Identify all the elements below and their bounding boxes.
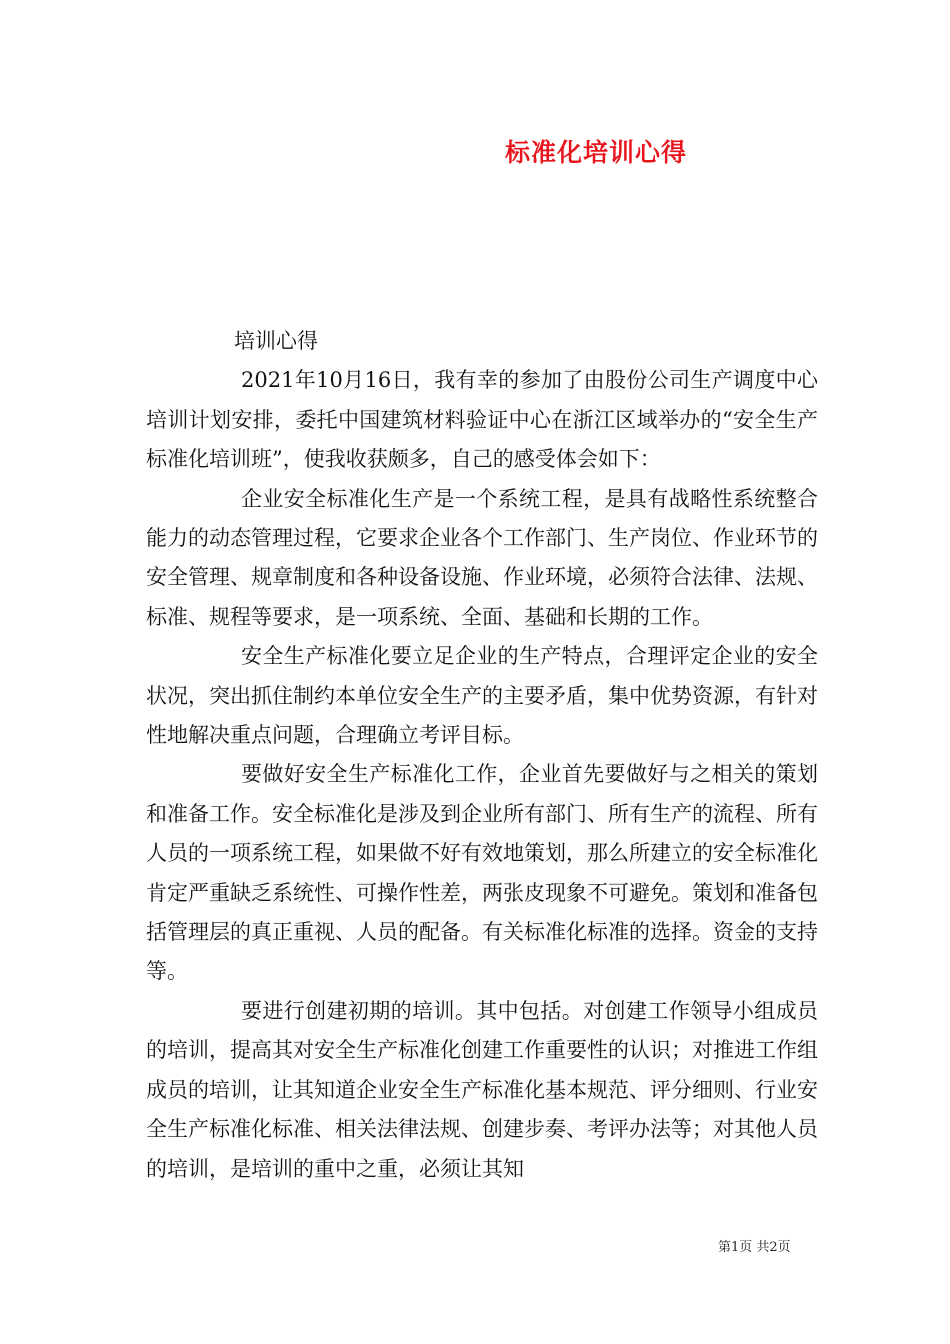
paragraph-5: 要进行创建初期的培训。其中包括。对创建工作领导小组成员的培训，提高其对安全生产标准化创建工作重要性的认识；对推进工作组成员的培训，让其知道企业安全生产标准化基本规范、评分细则、行业安全生产标准化标准、相关法律法规、创建步奏、考评办法等；对其他人员的培训，是培训的重中之重，必须让其知	[146, 998, 818, 1181]
paragraph-1: 2021年10月16日，我有幸的参加了由股份公司生产调度中心培训计划安排，委托中国建筑材料验证中心在浙江区域举办的“安全生产标准化培训班”，使我收获颇多，自己的感受体会如下：	[146, 368, 818, 472]
paragraph-2: 企业安全标准化生产是一个系统工程，是具有战略性系统整合能力的动态管理过程，它要求企业各个工作部门、生产岗位、作业环节的安全管理、规章制度和各种设备设施、作业环境，必须符合法律、法规、标准、规程等要求，是一项系统、全面、基础和长期的工作。	[146, 486, 818, 629]
document-body	[146, 322, 818, 1189]
paragraph-4: 要做好安全生产标准化工作，企业首先要做好与之相关的策划和准备工作。安全标准化是涉及到企业所有部门、所有生产的流程、所有人员的一项系统工程，如果做不好有效地策划，那么所建立的安全标准化肯定严重缺乏系统性、可操作性差，两张皮现象不可避免。策划和准备包括管理层的真正重视、人员的配备。有关标准化标准的选择。资金的支持等。	[146, 762, 818, 984]
section-heading: 培训心得	[234, 329, 318, 353]
paragraph-3: 安全生产标准化要立足企业的生产特点，合理评定企业的安全状况，突出抓住制约本单位安全生产的主要矛盾，集中优势资源，有针对性地解决重点问题，合理确立考评目标。	[146, 644, 818, 748]
page-footer: 第1页 共2页	[718, 1240, 791, 1255]
document-title: 标准化培训心得	[505, 138, 688, 167]
